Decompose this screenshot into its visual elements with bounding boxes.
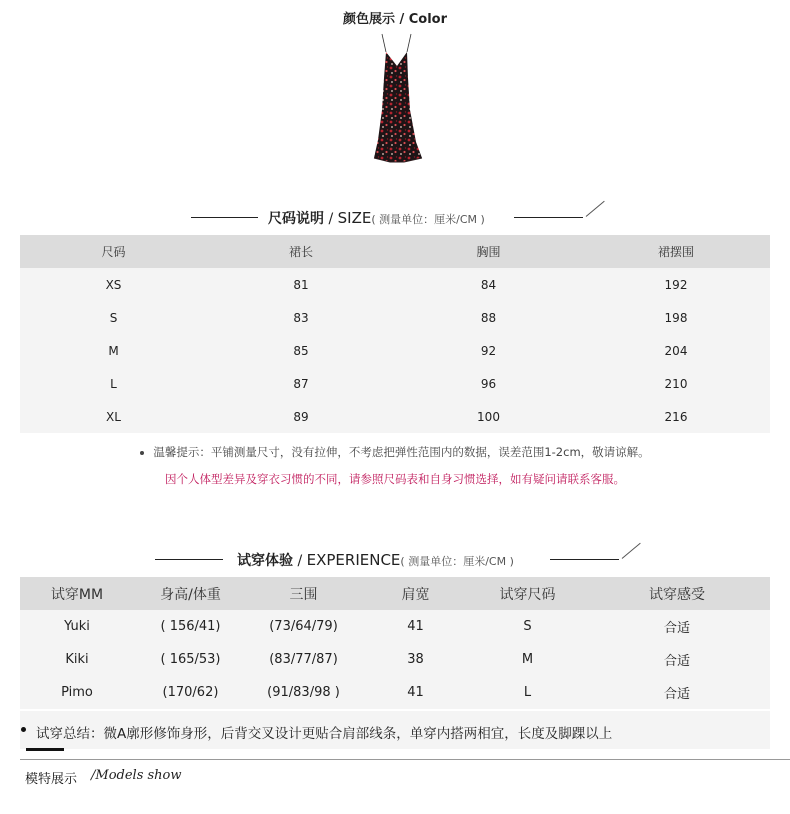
bullet-icon — [21, 727, 26, 732]
models-title-cn: 模特展示 — [25, 772, 78, 787]
models-divider — [20, 759, 790, 760]
table-cell: ( 156/41) — [160, 619, 221, 634]
header-slash — [622, 543, 641, 559]
table-cell: S — [109, 310, 118, 325]
table-row — [20, 400, 770, 433]
table-cell: (91/83/98 ) — [267, 685, 340, 700]
header-rule-right — [514, 217, 583, 218]
table-cell: 81 — [293, 277, 309, 292]
table-cell: 216 — [664, 409, 688, 424]
experience-table-header — [20, 577, 770, 610]
bullet-icon — [140, 451, 144, 455]
table-cell: 83 — [293, 310, 309, 325]
size-table-header — [20, 235, 770, 268]
experience-header-cell: 肩宽 — [360, 577, 471, 610]
table-cell: XL — [106, 409, 121, 424]
table-cell: (83/77/87) — [269, 652, 338, 667]
table-row — [20, 643, 770, 676]
table-cell: Kiki — [65, 652, 89, 667]
size-section-title — [268, 208, 485, 228]
table-cell: 合适 — [663, 621, 690, 636]
models-accent-bar — [26, 748, 64, 751]
size-header-cell: 裙长 — [207, 235, 395, 268]
table-row — [20, 268, 770, 301]
size-section-header — [0, 204, 790, 230]
table-cell: 合适 — [663, 654, 690, 669]
table-cell: ( 165/53) — [160, 652, 221, 667]
table-row — [20, 610, 770, 643]
table-cell: 100 — [477, 409, 500, 424]
table-row — [20, 676, 770, 709]
header-rule-left — [191, 217, 258, 218]
size-unit: ( 测量单位：厘米/CM ) — [371, 213, 485, 226]
table-row — [20, 367, 770, 400]
measurement-tip-text: 温馨提示：平铺测量尺寸，没有拉伸，不考虑把弹性范围内的数据，误差范围1-2cm，敬请谅解。 — [153, 445, 650, 459]
experience-title-en: EXPERIENCE — [306, 551, 401, 569]
models-title-en: /Models show — [91, 768, 182, 783]
table-cell: S — [523, 619, 532, 634]
table-cell: 210 — [664, 376, 688, 391]
experience-section-title — [237, 550, 514, 570]
experience-table — [20, 577, 770, 709]
table-cell: 41 — [407, 685, 424, 700]
fitting-summary — [20, 711, 770, 749]
color-section-title: 颜色展示 / Color — [342, 12, 448, 27]
size-header-cell: 裙摆围 — [582, 235, 770, 268]
experience-section-header — [0, 546, 790, 572]
size-title-sep: / — [324, 211, 338, 227]
table-cell: 92 — [480, 343, 497, 358]
experience-title-sep: / — [293, 553, 307, 569]
size-warning: 因个人体型差异及穿衣习惯的不同，请参照尺码表和自身习惯选择，如有疑问请联系客服。 — [165, 472, 625, 486]
experience-title-cn: 试穿体验 — [237, 553, 293, 569]
table-cell: 204 — [664, 343, 688, 358]
table-cell: M — [108, 343, 119, 358]
table-cell: 89 — [293, 409, 309, 424]
experience-header-cell: 试穿MM — [20, 577, 134, 610]
table-cell: 192 — [664, 277, 688, 292]
table-cell: 41 — [407, 619, 424, 634]
fitting-summary-text: 试穿总结：微A廓形修饰身形，后背交叉设计更贴合肩部线条，单穿内搭两相宜，长度及脚踝以上 — [36, 726, 613, 742]
experience-header-cell: 三围 — [247, 577, 360, 610]
header-slash — [586, 201, 605, 217]
header-rule-left — [155, 559, 223, 560]
table-cell: M — [521, 652, 534, 667]
table-cell: Yuki — [64, 619, 90, 634]
size-title-en: SIZE — [337, 209, 372, 227]
table-cell: L — [523, 685, 532, 700]
size-header-cell: 尺码 — [20, 235, 207, 268]
experience-header-cell: 试穿感受 — [584, 577, 770, 610]
table-row — [20, 301, 770, 334]
table-cell: L — [110, 376, 117, 391]
table-cell: 198 — [664, 310, 688, 325]
table-row — [20, 334, 770, 367]
header-rule-right — [550, 559, 619, 560]
table-cell: Pimo — [61, 685, 93, 700]
size-table — [20, 235, 770, 433]
table-cell: (170/62) — [162, 685, 219, 700]
size-header-cell: 胸围 — [395, 235, 582, 268]
table-cell: 84 — [480, 277, 497, 292]
measurement-tip — [0, 444, 790, 460]
black-floral-slip-dress-icon — [362, 30, 432, 166]
table-cell: 合适 — [663, 687, 690, 702]
table-cell: 87 — [293, 376, 309, 391]
table-cell: (73/64/79) — [269, 619, 338, 634]
size-title-cn: 尺码说明 — [268, 211, 324, 227]
experience-header-cell: 试穿尺码 — [471, 577, 584, 610]
experience-header-cell: 身高/体重 — [134, 577, 247, 610]
table-cell: 88 — [480, 310, 497, 325]
experience-unit: ( 测量单位：厘米/CM ) — [400, 555, 514, 568]
table-cell: 85 — [293, 343, 309, 358]
table-cell: 38 — [407, 652, 424, 667]
table-cell: 96 — [480, 376, 497, 391]
table-cell: XS — [105, 277, 122, 292]
